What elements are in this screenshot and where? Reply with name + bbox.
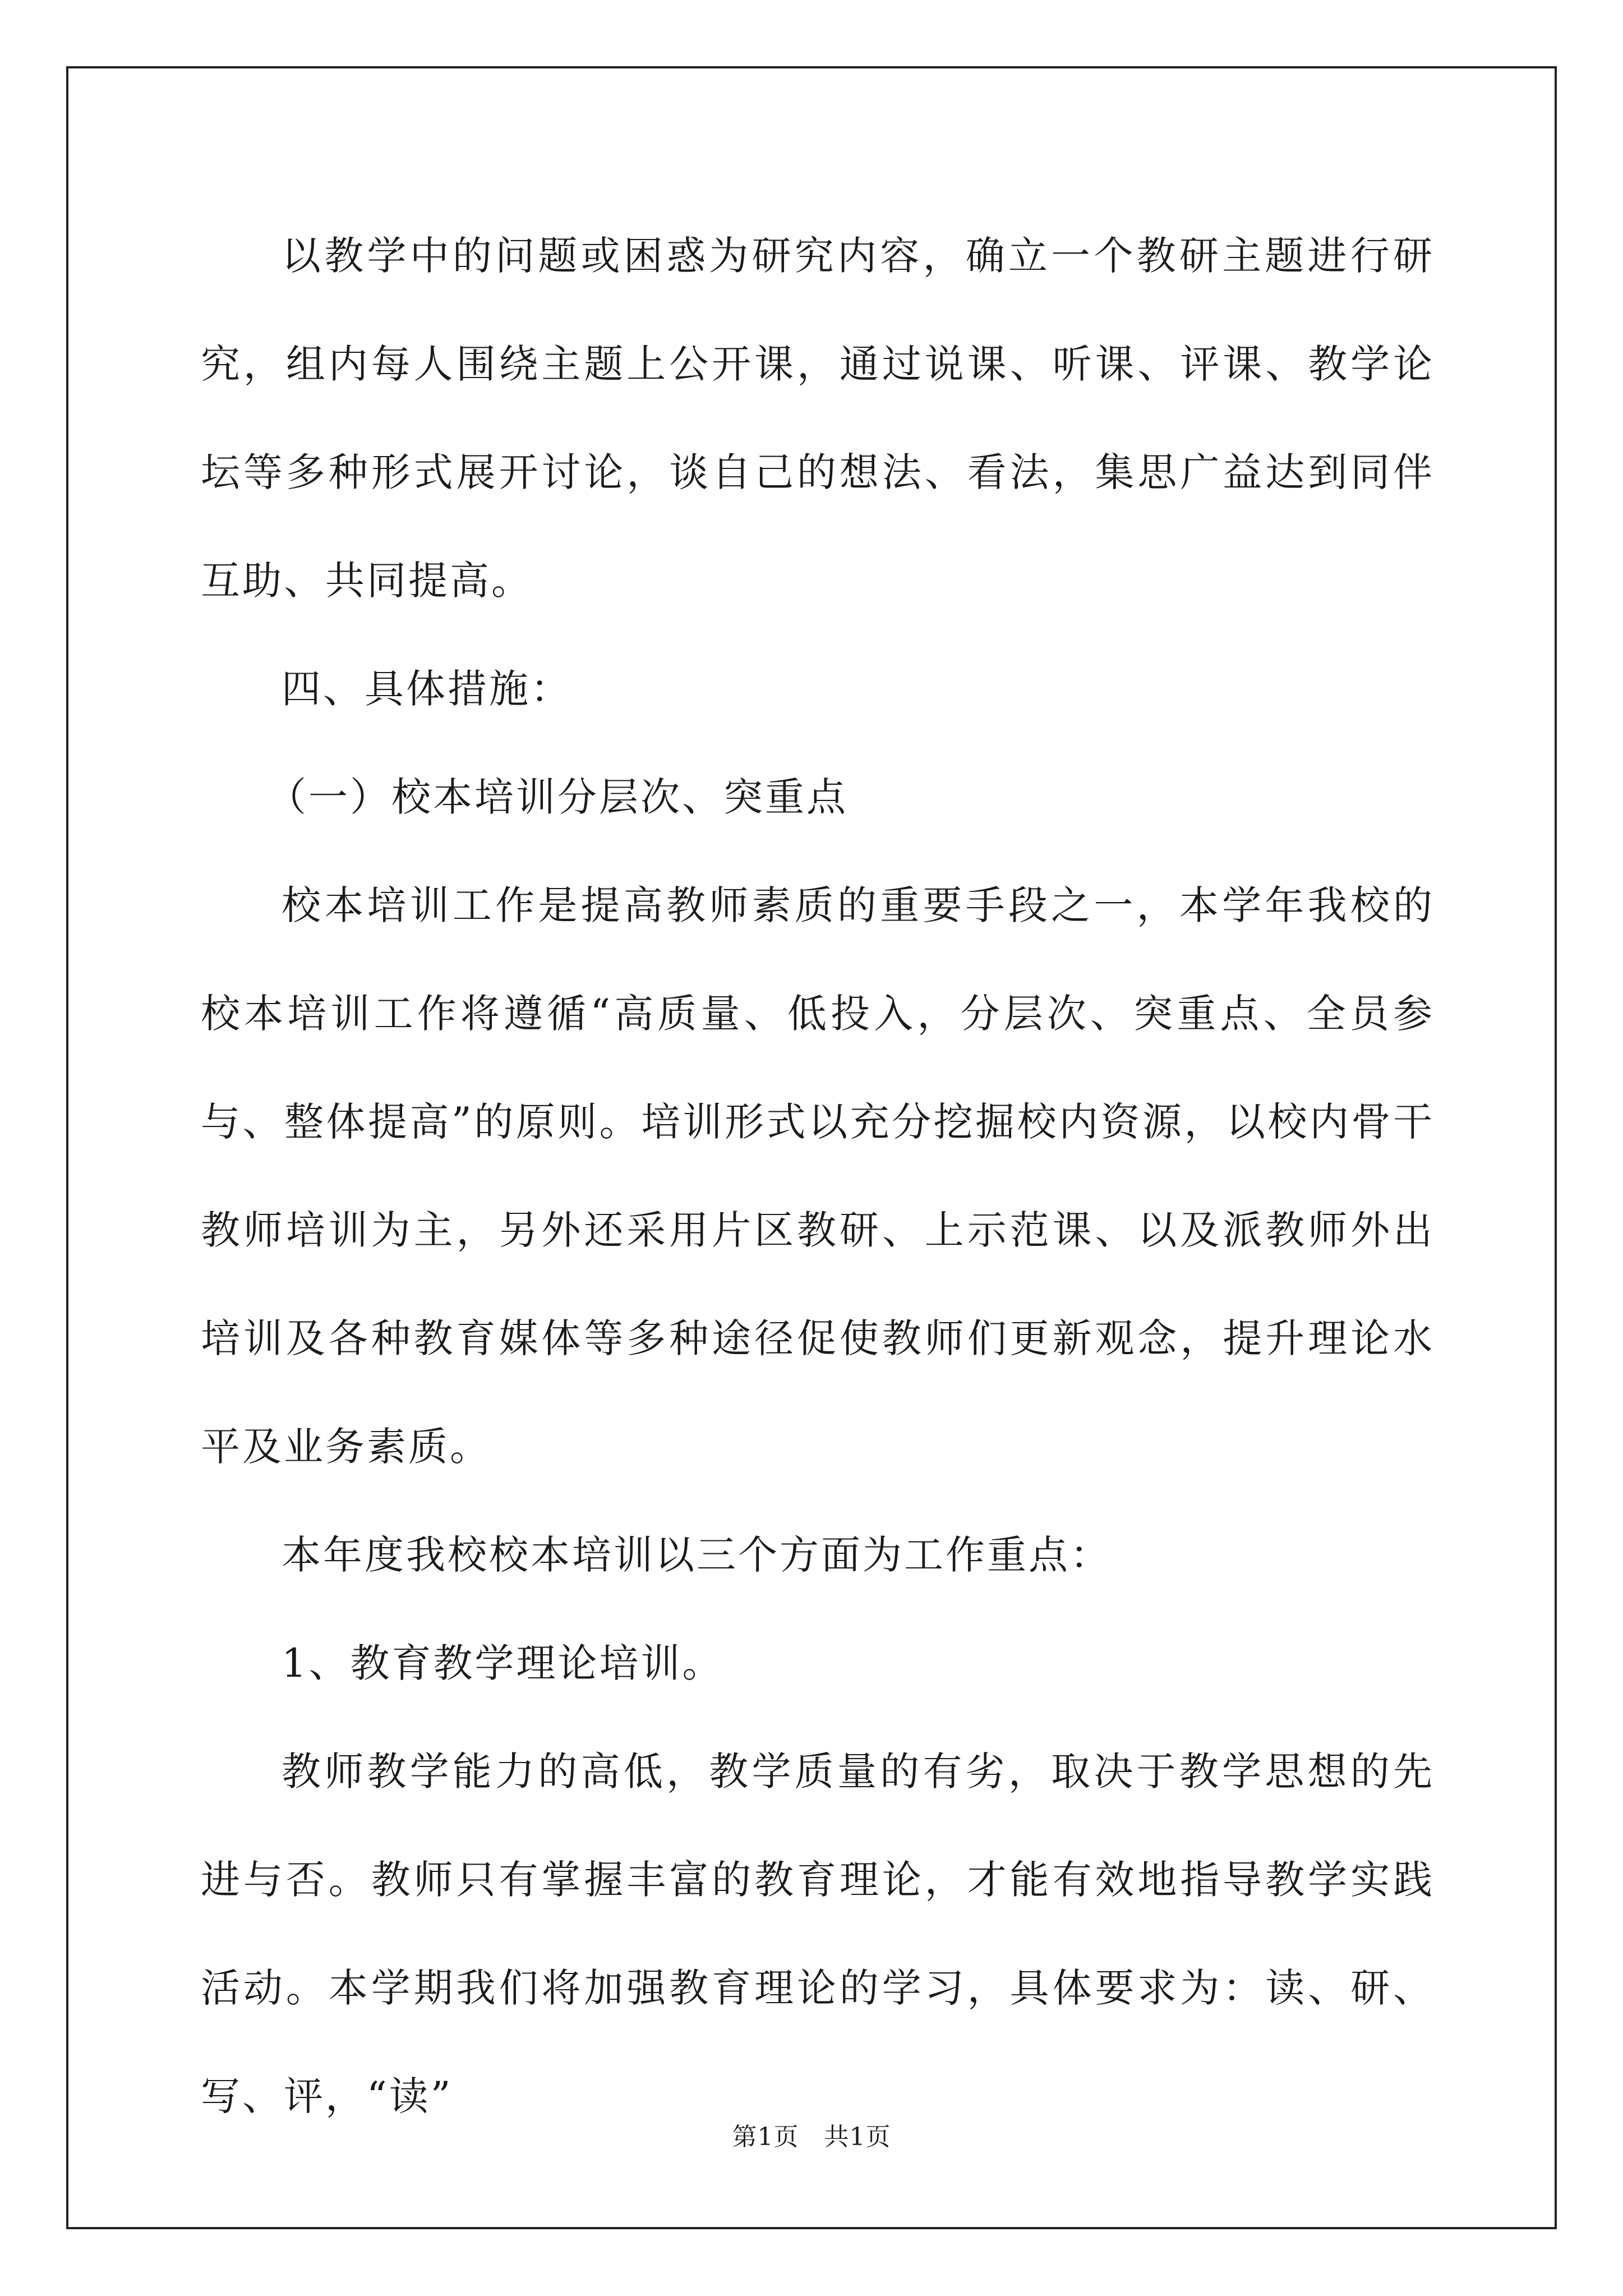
paragraph-school-training: 校本培训工作是提高教师素质的重要手段之一，本学年我校的校本培训工作将遵循“高质量、低投入，分层次、突重点、全员参与、整体提高”的原则。培训形式以充分挖掘校内资源，以校内骨干教师培训为主，另外还采用片区教研、上示范课、以及派教师外出培训及各种教育媒体等多种途径促使教师们更新观念，提升理论水平及业务素质。 [201,882,1435,1470]
paragraph-research-topic: 以教学中的问题或困惑为研究内容，确立一个教研主题进行研究，组内每人围绕主题上公开课，通过说课、听课、评课、教学论坛等多种形式展开讨论，谈自己的想法、看法，集思广益达到同伴互助、共同提高。 [201,233,1435,604]
paragraph-training-focus: 本年度我校校本培训以三个方面为工作重点： [282,1532,1112,1578]
list-item-theory-training: 1、教育教学理论培训。 [282,1640,724,1686]
document-body [201,202,1435,2151]
heading-specific-measures: 四、具体措施： [282,666,572,712]
page-footer: 第1页 共1页 [732,2123,891,2151]
subheading-school-training: （一）校本培训分层次、突重点 [267,774,848,820]
paragraph-teaching-ability: 教师教学能力的高低，教学质量的有劣，取决于教学思想的先进与否。教师只有掌握丰富的教育理论，才能有效地指导教学实践活动。本学期我们将加强教育理论的学习，具体要求为：读、研、写、评，“读” [201,1749,1435,2119]
